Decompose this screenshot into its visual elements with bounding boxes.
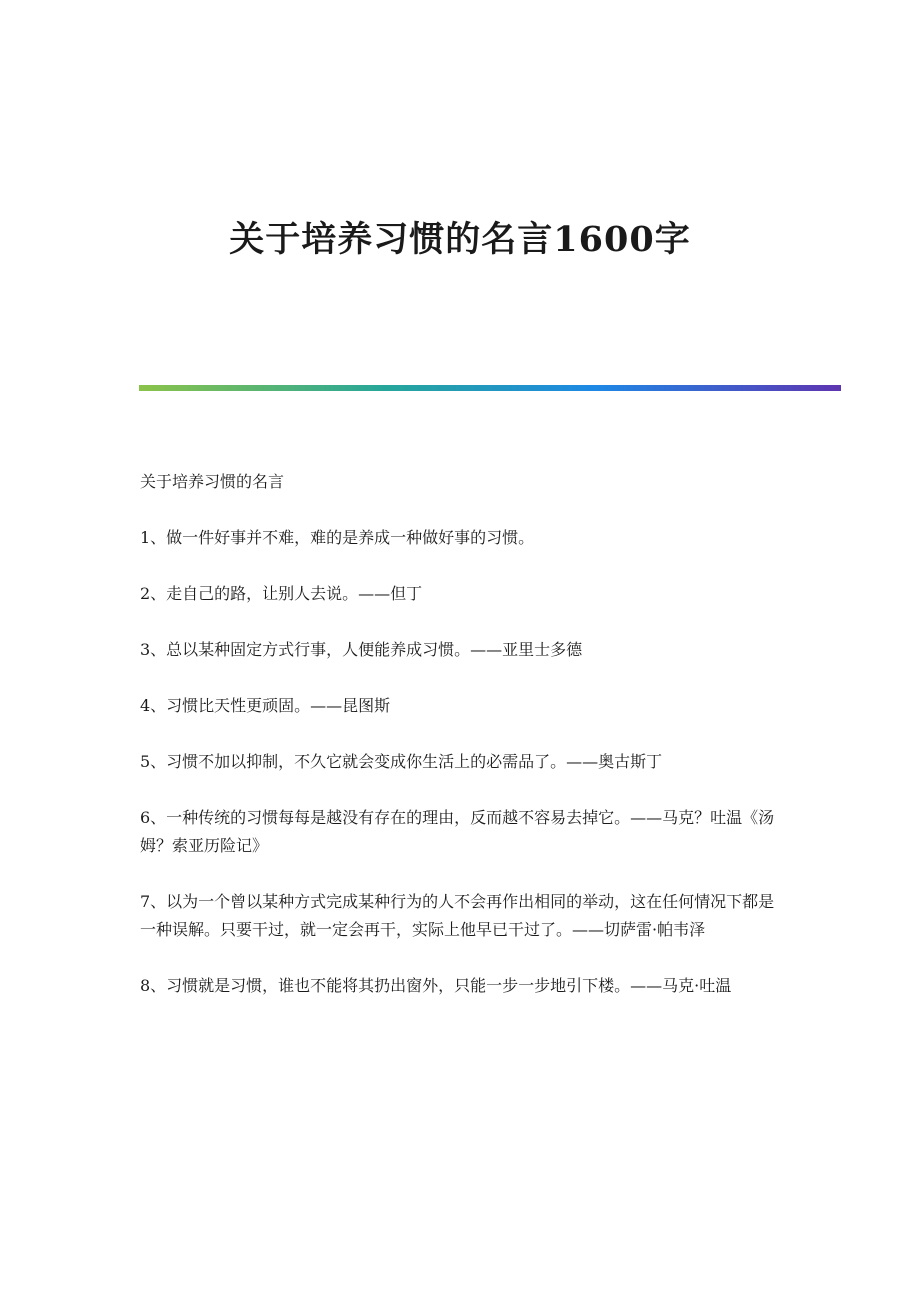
document-body: [140, 468, 790, 1028]
quote-paragraph-7: 7、以为一个曾以某种方式完成某种行为的人不会再作出相同的举动，这在任何情况下都是一种误解。只要干过，就一定会再干，实际上他早已干过了。——切萨雷·帕韦泽: [140, 892, 775, 939]
quote-paragraph-6: 6、一种传统的习惯每每是越没有存在的理由，反而越不容易去掉它。——马克？吐温《汤姆？索亚历险记》: [140, 808, 775, 855]
quote-paragraph-2: 2、走自己的路，让别人去说。——但丁: [140, 584, 423, 603]
gradient-divider: [139, 385, 841, 391]
page-title: 关于培养习惯的名言1600字: [229, 219, 691, 260]
quote-paragraph-1: 1、做一件好事并不难，难的是养成一种做好事的习惯。: [140, 528, 535, 547]
quote-paragraph-3: 3、总以某种固定方式行事，人便能养成习惯。——亚里士多德: [140, 640, 583, 659]
quote-paragraph-5: 5、习惯不加以抑制，不久它就会变成你生活上的必需品了。——奥古斯丁: [140, 752, 663, 771]
section-heading: 关于培养习惯的名言: [140, 472, 285, 491]
quote-paragraph-4: 4、习惯比天性更顽固。——昆图斯: [140, 696, 391, 715]
quote-paragraph-8: 8、习惯就是习惯，谁也不能将其扔出窗外，只能一步一步地引下楼。——马克·吐温: [140, 976, 732, 995]
